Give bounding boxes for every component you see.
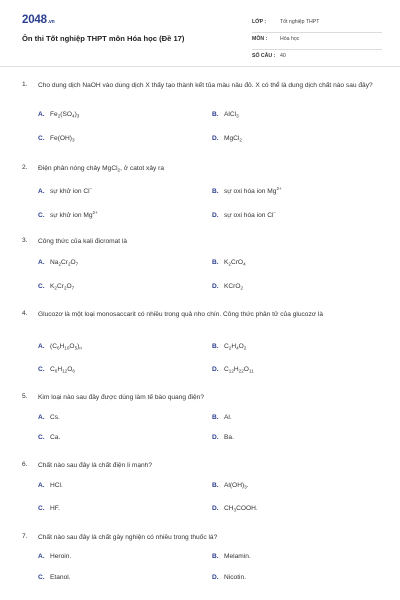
answer-text: Ba. [224, 434, 234, 441]
answer-letter: A. [38, 482, 45, 489]
answer-text: $Na_2Cr_2O_7$ [50, 259, 79, 267]
answer-letter: D. [212, 574, 219, 581]
answer-letter: A. [38, 414, 45, 421]
answer-letter: C. [38, 283, 45, 290]
answer-option-a[interactable] [38, 553, 71, 560]
answer-letter: A. [38, 259, 45, 266]
question-text: Glucozơ là một loại monosaccarit có nhiều trong quả nho chín. Công thức phân tử của glucozơ là [38, 311, 324, 318]
page-title: Ôn thi Tốt nghiệp THPT môn Hóa học (Đề 17) [22, 34, 185, 43]
question-text: Kim loại nào sau đây được dùng làm tế bào quang điện? [38, 394, 204, 401]
answer-letter: C. [38, 505, 45, 512]
answer-option-a[interactable] [38, 343, 82, 351]
answer-text: $Al(OH)_3$. [224, 482, 249, 490]
answer-text: $C_6H_{12}O_6$ [50, 366, 75, 374]
answer-option-d[interactable] [212, 366, 254, 374]
answer-option-b[interactable] [212, 414, 232, 421]
answer-text: $CH_3COOH$. [224, 505, 258, 513]
answer-text: Cs. [50, 414, 60, 421]
answer-text: Nicotin. [224, 574, 246, 581]
meta-label: MÔN : [252, 36, 268, 42]
meta-value: 40 [280, 53, 286, 59]
answer-text: $K_2Cr_2O_7$ [50, 283, 75, 291]
answer-text: MgCl$_2$ [224, 135, 242, 143]
answer-option-d[interactable] [212, 505, 258, 513]
question-number: 4. [22, 310, 28, 317]
answer-text: $Fe_2(SO_4)_3$ [50, 111, 80, 119]
answer-letter: B. [212, 482, 219, 489]
answer-option-b[interactable] [212, 186, 282, 195]
answer-option-b[interactable] [212, 553, 251, 560]
answer-text: sự khử ion Cl− [50, 186, 93, 195]
answer-letter: D. [212, 135, 219, 142]
answer-text: AlCl$_3$ [224, 111, 239, 119]
question-text: Công thức của kali đicromat là [38, 238, 128, 245]
question-number: 3. [22, 237, 28, 244]
question-text: Điện phân nóng chảy MgCl$_2$, ở catot xảy ra [38, 165, 165, 173]
answer-option-d[interactable] [212, 283, 243, 291]
answer-letter: B. [212, 259, 219, 266]
answer-letter: D. [212, 505, 219, 512]
answer-text: $C_2H_4O_2$ [224, 343, 247, 351]
answer-option-d[interactable] [212, 135, 242, 143]
answer-letter: D. [212, 366, 219, 373]
answer-option-c[interactable] [38, 135, 75, 143]
logo-suffix: .vn [47, 19, 55, 25]
answer-text: HF. [50, 505, 60, 512]
site-logo[interactable] [22, 14, 54, 26]
answer-option-b[interactable] [212, 259, 246, 267]
answer-letter: B. [212, 111, 219, 118]
answer-letter: D. [212, 283, 219, 290]
answer-option-a[interactable] [38, 414, 60, 421]
answer-option-d[interactable] [212, 210, 276, 219]
answer-option-a[interactable] [38, 259, 78, 267]
answer-text: sự oxi hóa ion Cl− [224, 210, 277, 219]
meta-row-subject [252, 33, 382, 50]
question-text: Chất nào sau đây là chất gây nghiện có nhiều trong thuốc lá? [38, 534, 218, 541]
question-number: 5. [22, 393, 28, 400]
question-number: 1. [22, 81, 28, 88]
answer-option-d[interactable] [212, 434, 234, 441]
answer-letter: C. [38, 366, 45, 373]
answer-text: $C_{12}H_{22}O_{11}$ [224, 366, 254, 374]
answer-letter: A. [38, 553, 45, 560]
meta-row-class [252, 16, 382, 33]
answer-text: Melamin. [224, 553, 251, 560]
answer-letter: B. [212, 188, 219, 195]
meta-label: LỚP : [252, 19, 267, 25]
answer-option-b[interactable] [212, 111, 239, 119]
answer-option-b[interactable] [212, 343, 246, 351]
meta-value: Hóa học [280, 36, 300, 42]
meta-row-count [252, 50, 382, 67]
answer-letter: D. [212, 434, 219, 441]
answer-option-c[interactable] [38, 574, 71, 581]
answer-letter: A. [38, 188, 45, 195]
answer-text: Al. [224, 414, 232, 421]
meta-value: Tốt nghiệp THPT [280, 19, 320, 25]
question-text: Chất nào sau đây là chất điện li mạnh? [38, 462, 152, 469]
answer-option-c[interactable] [38, 366, 75, 374]
answer-letter: B. [212, 414, 219, 421]
answer-text: sự khử ion $Mg^{2+}$ [50, 210, 98, 219]
answer-option-c[interactable] [38, 434, 60, 441]
answer-option-d[interactable] [212, 574, 246, 581]
answer-text: HCl. [50, 482, 63, 489]
question-number: 6. [22, 461, 28, 468]
question-number: 7. [22, 533, 28, 540]
answer-text: sự oxi hóa ion $Mg^{2+}$ [224, 186, 282, 195]
answer-letter: B. [212, 553, 219, 560]
answer-option-b[interactable] [212, 482, 249, 490]
answer-option-a[interactable] [38, 111, 79, 119]
exam-header [22, 14, 382, 66]
answer-text: Heroin. [50, 553, 72, 560]
question-number: 2. [22, 164, 28, 171]
question-text: Cho dung dịch NaOH vào dung dịch X thấy tạo thành kết tủa màu nâu đỏ. X có thể là dung dịch chất nào sau đây? [38, 82, 373, 89]
answer-text: KCrO$_2$ [224, 283, 244, 291]
answer-letter: C. [38, 212, 45, 219]
answer-letter: C. [38, 434, 45, 441]
exam-meta [252, 16, 382, 67]
answer-letter: B. [212, 343, 219, 350]
answer-text: $K_2CrO_4$ [224, 259, 246, 267]
answer-option-a[interactable] [38, 482, 63, 489]
logo-main: 2048 [22, 14, 47, 26]
answer-letter: D. [212, 212, 219, 219]
answer-text: Etanol. [50, 574, 71, 581]
answer-option-a[interactable] [38, 186, 92, 195]
meta-label: SỐ CÂU : [252, 53, 276, 59]
answer-letter: C. [38, 135, 45, 142]
answer-text: $Fe(OH)_3$ [50, 135, 75, 143]
answer-option-c[interactable] [38, 505, 60, 512]
answer-option-c[interactable] [38, 283, 74, 291]
answer-letter: A. [38, 343, 45, 350]
answer-text: $(C_6H_{10}O_5)_n$ [50, 343, 82, 351]
header-divider [0, 66, 400, 67]
answer-option-c[interactable] [38, 210, 98, 219]
answer-letter: C. [38, 574, 45, 581]
answer-letter: A. [38, 111, 45, 118]
answer-text: Ca. [50, 434, 61, 441]
